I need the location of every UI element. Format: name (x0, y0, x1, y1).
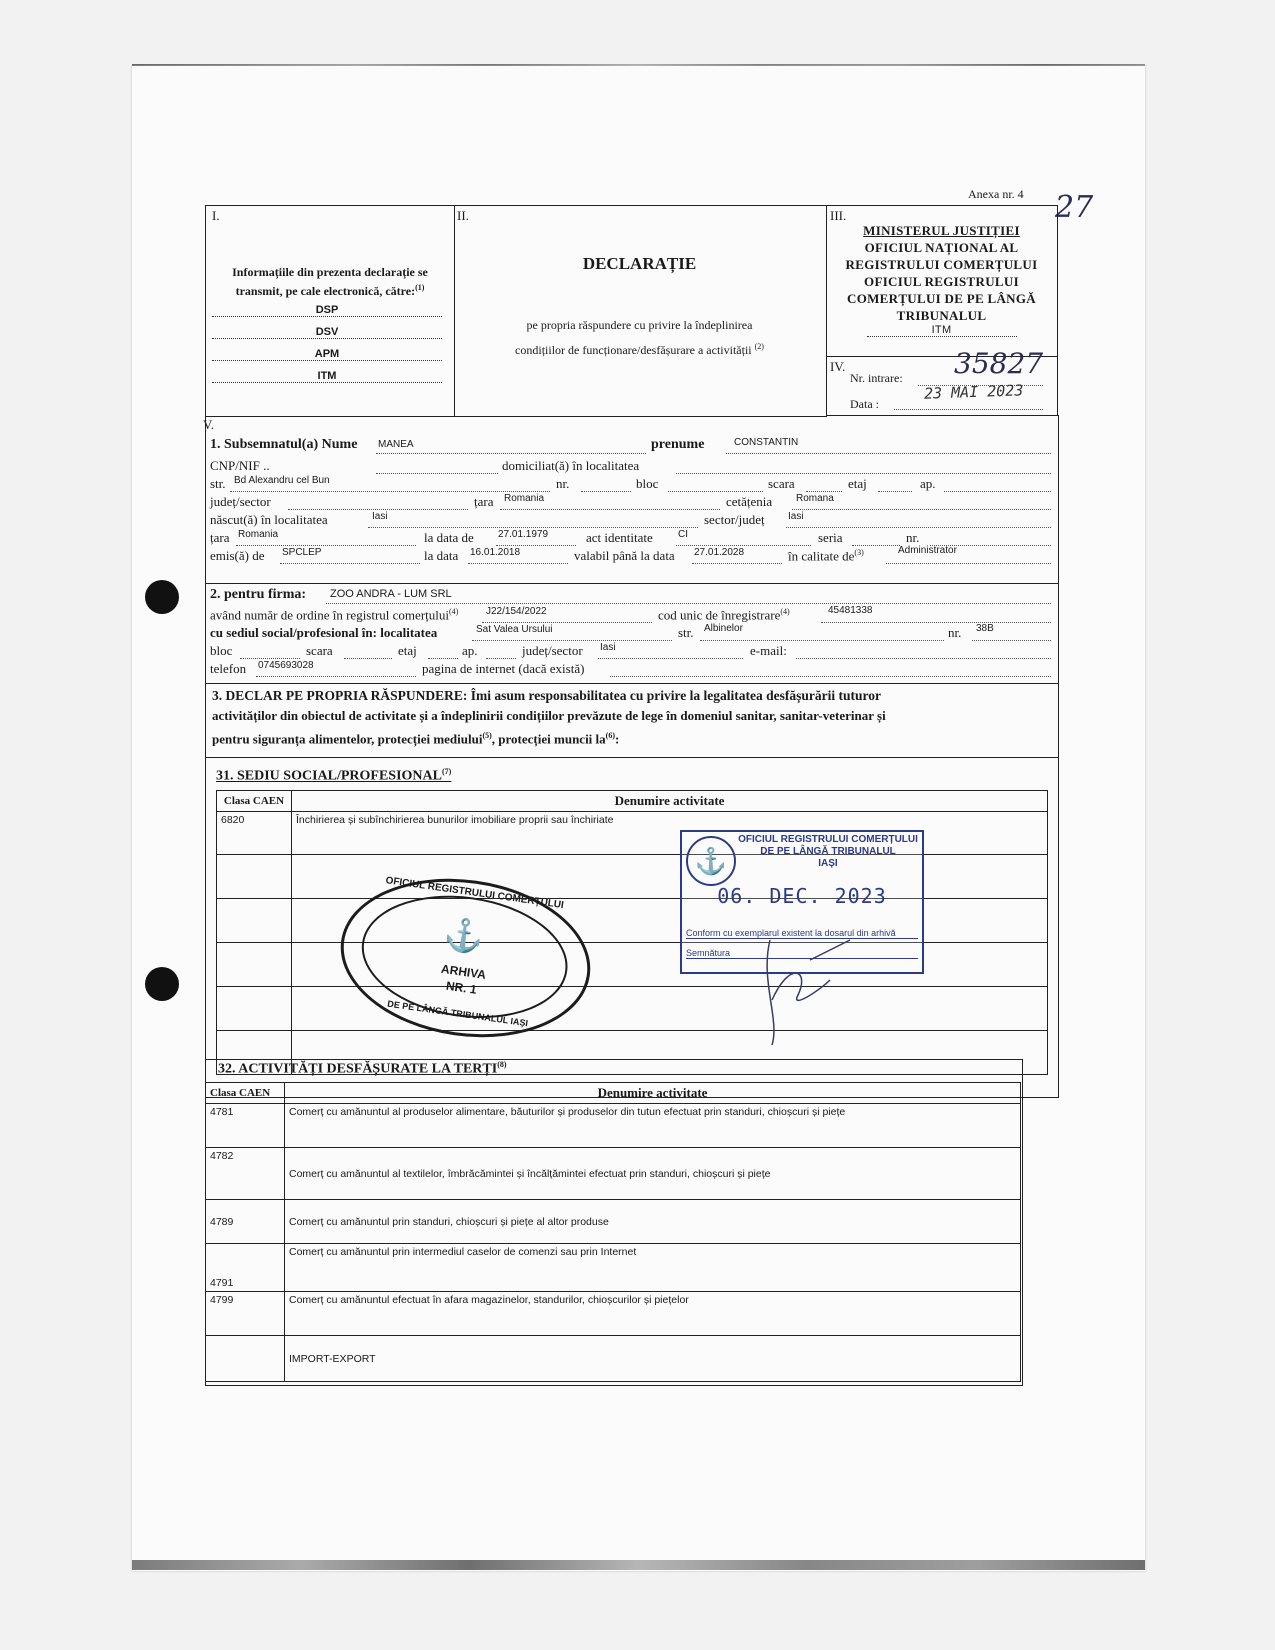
entry-date-label: Data : (850, 397, 879, 411)
firm-judet-value: Iasi (600, 642, 616, 653)
declaration-statement (212, 686, 1052, 749)
localitate-value: Sat Valea Ursului (476, 624, 553, 635)
nume-dots (376, 453, 646, 454)
authority-line-5: COMERȚULUI DE PE LÂNGĂ (847, 291, 1036, 306)
cui-value: 45481338 (828, 605, 873, 616)
declaration-line-1 (212, 686, 1052, 706)
section-1-text-body: Informațiile din prezenta declarație se transmit, pe cale electronică, către: (232, 265, 428, 298)
caen-code: 4791 (206, 1244, 285, 1292)
firm-bloc-dots (240, 658, 300, 659)
section-32-title-text: 32. ACTIVITĂȚI DESFĂȘURATE LA TERȚI (218, 1061, 498, 1077)
cui-sup: (4) (780, 607, 790, 616)
web-label: pagina de internet (dacă există) (422, 661, 585, 676)
caen-code: 4799 (206, 1292, 285, 1336)
caen-code: 4782 (206, 1148, 285, 1200)
caen-code (217, 855, 292, 899)
caen-code: 4781 (206, 1104, 285, 1148)
recipient-itm: ITM (212, 370, 442, 383)
caen-code (217, 899, 292, 943)
nr-label: nr. (556, 476, 570, 491)
section-31-title-text: 31. SEDIU SOCIAL/PROFESIONAL (216, 768, 442, 784)
caen-name: IMPORT-EXPORT (285, 1336, 1021, 1382)
firm-ap-dots (486, 658, 516, 659)
firm-str-label: str. (678, 625, 694, 640)
table-row (206, 1244, 1021, 1292)
section-31-sup: (7) (442, 767, 452, 776)
caen-code (217, 943, 292, 987)
caen-name: Comerț cu amănuntul efectuat în afara magazinelor, standurilor, chioșcurilor și piețelor (285, 1292, 1021, 1336)
authority-line-2: OFICIUL NAȚIONAL AL (864, 240, 1019, 255)
la-data2-dots (468, 563, 568, 564)
caen-code: 4789 (206, 1200, 285, 1244)
valabil-label: valabil până la data (574, 548, 675, 563)
col-denumire: Denumire activitate (285, 1083, 1021, 1104)
firm-str-dots (700, 640, 944, 641)
table-row (206, 1104, 1021, 1148)
nr-dots (581, 491, 631, 492)
caen-code (206, 1336, 285, 1382)
entry-date-stamp: 23 MAI 2023 (923, 381, 1024, 403)
recipient-dsv: DSV (212, 326, 442, 339)
bloc-label: bloc (636, 476, 659, 491)
tara2-dots (236, 545, 416, 546)
sediu-label: cu sediul social/profesional în: localitatea (210, 625, 438, 640)
firm-nr-dots (972, 640, 1051, 641)
declaration-line-2: activităților din obiectul de activitate și a îndeplinirii condițiilor prevăzute de lege în domeniul sanitar, sanitar-veterinar și (212, 708, 886, 723)
section-1-text (212, 264, 448, 299)
section-1-box (205, 205, 455, 417)
section-3-number: III. (830, 208, 847, 223)
nr-ordine-sup: (4) (448, 607, 459, 616)
tara-value: Romania (504, 493, 545, 504)
data-nasterii-value: 27.01.1979 (498, 529, 549, 540)
authority-line-3: REGISTRULUI COMERȚULUI (845, 257, 1038, 272)
str-dots (230, 491, 550, 492)
handwritten-signature (750, 900, 890, 1050)
prenume-value: CONSTANTIN (734, 437, 799, 448)
str-value: Bd Alexandru cel Bun (234, 475, 330, 486)
recipient-apm: APM (212, 348, 442, 361)
telefon-value: 0745693028 (258, 660, 314, 671)
judet-label: județ/sector (210, 494, 271, 509)
firm-str-value: Albinelor (704, 623, 743, 634)
declaration-sup: (2) (754, 342, 764, 351)
caen-name: Comerț cu amănuntul al textilelor, îmbrăcămintei și încălțămintei efectuat prin standuri, chioșcuri și piețe (285, 1148, 1021, 1200)
handwritten-page-number: 27 (1055, 190, 1094, 225)
conform-stamp-header (738, 834, 918, 870)
declaration-lead: 3. DECLAR PE PROPRIA RĂSPUNDERE: (212, 688, 468, 703)
pentru-firma-label: 2. pentru firma: (210, 587, 307, 602)
emis-dots (280, 563, 420, 564)
entry-number-label: Nr. intrare: (850, 371, 903, 385)
calitate-text: în calitate de (788, 548, 855, 564)
section-4-box (826, 347, 1058, 416)
firm-judet-dots (598, 658, 743, 659)
authority-tribunal: ITM (867, 324, 1017, 337)
section-2-box (453, 205, 827, 417)
domiciliat-dots (676, 473, 1051, 474)
telefon-label: telefon (210, 661, 247, 676)
section-2-number: II. (457, 208, 469, 223)
table-header-row (206, 1083, 1021, 1104)
calitate-sup: (3) (854, 548, 864, 557)
declaration-text-3: pentru siguranța alimentelor, protecției mediului (212, 731, 483, 747)
nr-ordine-text: având număr de ordine în registrul comerțului (210, 607, 449, 623)
declaration-text-1: Îmi asum responsabilitatea cu privire la legalitatea desfășurării tuturor (470, 688, 881, 703)
web-dots (610, 676, 1051, 677)
act-dots (676, 545, 811, 546)
recipient-dsp: DSP (212, 304, 442, 317)
section-32-sup: (8) (497, 1060, 507, 1069)
scara-dots (806, 491, 842, 492)
ap-dots (944, 491, 1051, 492)
nascut-value: Iasi (372, 511, 388, 522)
str-label: str. (210, 476, 226, 491)
cetatenia-dots (792, 509, 1051, 510)
sector-judet-value: Iasi (788, 511, 804, 522)
data-emitere-value: 16.01.2018 (470, 547, 521, 558)
punch-hole-bottom (145, 967, 179, 1001)
archive-stamp-arc-top: OFICIUL REGISTRULUI COMERȚULUI (384, 875, 565, 912)
section-32-table (205, 1082, 1021, 1382)
seria-dots (852, 545, 900, 546)
section-5-number: V. (203, 417, 214, 432)
table-row (206, 1336, 1021, 1382)
conform-stamp-signature: Semnătura (686, 948, 918, 959)
emis-label: emis(ă) de (210, 548, 265, 563)
caen-name: Comerț cu amănuntul prin standuri, chioșcuri și piețe al altor produse (285, 1200, 1021, 1244)
conform-stamp-text: Conform cu exemplarul existent la dosarul din arhivă (686, 928, 918, 939)
archive-stamp-arc-bottom: DE PE LÂNGĂ TRIBUNALUL IAȘI (386, 998, 529, 1029)
conform-stamp-anchor-icon: ⚓ (686, 836, 736, 886)
judet-dots (288, 509, 468, 510)
declaration-sup-5: (5) (482, 731, 492, 740)
declaration-line-3 (212, 726, 1052, 749)
calitate-dots (886, 563, 1051, 564)
annex-label: Anexa nr. 4 (968, 187, 1024, 201)
prenume-dots (726, 453, 1051, 454)
valabil-dots (692, 563, 782, 564)
calitate-label (788, 548, 864, 564)
cnp-dots (376, 473, 498, 474)
email-label: e-mail: (750, 643, 787, 658)
cetatenia-label: cetățenia (726, 494, 773, 509)
entry-date-dots (894, 409, 1043, 410)
tara-label: țara (474, 494, 494, 509)
act-value: CI (678, 529, 688, 540)
tara-dots (500, 509, 720, 510)
etaj-label: etaj (848, 476, 867, 491)
section-5-declaration-box (205, 683, 1059, 758)
valabil-value: 27.01.2028 (694, 547, 745, 558)
cnp-label: CNP/NIF .. (210, 458, 270, 473)
declaration-subtitle-1: pe propria răspundere cu privire la îndeplinirea (526, 318, 753, 332)
table-row (206, 1148, 1021, 1200)
nr-ordine-dots (482, 622, 652, 623)
scara-label: scara (768, 476, 795, 491)
caen-name: Comerț cu amănuntul al produselor alimentare, băuturilor și produselor din tutun efectuat prin standuri, chioșcuri și piețe (285, 1104, 1021, 1148)
conform-stamp-date: 06. DEC. 2023 (717, 884, 887, 908)
section-5-firm-box (205, 583, 1059, 684)
declaration-subtitle-2 (453, 342, 826, 358)
firm-nr-value: 38B (976, 623, 994, 634)
authority-line-4: OFICIUL REGISTRULUI (864, 274, 1019, 289)
nr-ordine-label (210, 607, 458, 623)
caen-name: Comerț cu amănuntul prin intermediul caselor de comenzi sau prin Internet (285, 1244, 1021, 1292)
punch-hole-top (145, 580, 179, 614)
declaration-text-5: : (614, 731, 620, 747)
cui-dots (821, 622, 1051, 623)
la-data-dots (496, 545, 576, 546)
act-label: act identitate (586, 530, 653, 545)
firm-bloc-label: bloc (210, 643, 233, 658)
domiciliat-label: domiciliat(ă) în localitatea (502, 458, 640, 473)
firm-ap-label: ap. (462, 643, 478, 658)
firma-value: ZOO ANDRA - LUM SRL (330, 588, 452, 600)
authority-block (826, 222, 1057, 337)
caen-code (217, 987, 292, 1031)
declaration-title: DECLARAȚIE (582, 254, 697, 273)
table-header-row (217, 791, 1048, 812)
archive-stamp-center-1: ARHIVA (440, 961, 487, 982)
la-data-label: la data de (424, 530, 474, 545)
conform-stamp-line-3: IAȘI (818, 858, 838, 869)
seria-label: seria (818, 530, 843, 545)
la-data2-label: la data (424, 548, 459, 563)
authority-line-6: TRIBUNALUL (896, 308, 987, 323)
caen-name: Închirierea și subînchirierea bunurilor imobiliare proprii sau închiriate (292, 812, 1048, 855)
col-clasa-caen: Clasa CAEN (206, 1083, 285, 1104)
declaration-text-4: , protecției muncii la (491, 731, 606, 747)
bloc-dots (668, 491, 763, 492)
prenume-label: prenume (651, 437, 705, 452)
nr-ordine-value: J22/154/2022 (486, 606, 547, 617)
section-4-number: IV. (830, 359, 846, 374)
section-5-personal-box (205, 415, 1059, 584)
declaration-sup-6: (6) (605, 731, 615, 740)
localitate-dots (472, 640, 672, 641)
nr2-label: nr. (906, 530, 920, 545)
nascut-label: născut(ă) în localitatea (210, 512, 328, 527)
cui-text: cod unic de înregistrare (658, 607, 781, 623)
firm-etaj-dots (428, 658, 458, 659)
declaration-subtitle-2-text: condițiilor de funcționare/desfășurare a activității (515, 343, 752, 357)
tara2-label: țara (210, 530, 230, 545)
sector-judet-dots (786, 527, 1051, 528)
firm-etaj-label: etaj (398, 643, 417, 658)
table-row (206, 1200, 1021, 1244)
ap-label: ap. (920, 476, 936, 491)
caen-code: 6820 (217, 812, 292, 855)
emis-value: SPCLEP (282, 547, 322, 558)
scan-edge-bottom (132, 1560, 1145, 1570)
section-3-box (826, 205, 1058, 357)
calitate-value: Administrator (898, 545, 957, 556)
email-dots (796, 658, 1051, 659)
authority-line-1: MINISTERUL JUSTIȚIEI (863, 223, 1020, 238)
firma-dots (326, 603, 1051, 604)
table-row (206, 1292, 1021, 1336)
etaj-dots (878, 491, 912, 492)
entry-number-value: 35827 (954, 347, 1044, 380)
firm-scara-label: scara (306, 643, 333, 658)
sector-judet-label: sector/județ (704, 512, 765, 527)
archive-stamp-center-2: NR. 1 (445, 978, 478, 997)
subsemnatul-label: 1. Subsemnatul(a) Nume (210, 437, 358, 452)
conform-stamp-line-2: DE PE LÂNGĂ TRIBUNALUL (760, 846, 896, 857)
col-denumire: Denumire activitate (292, 791, 1048, 812)
tara2-value: Romania (238, 529, 279, 540)
nume-value: MANEA (378, 439, 414, 450)
nascut-dots (368, 527, 698, 528)
cetatenia-value: Romana (796, 493, 834, 504)
section-1-number: I. (212, 208, 220, 223)
telefon-dots (256, 676, 416, 677)
firm-nr-label: nr. (948, 625, 962, 640)
section-31-title (216, 767, 451, 785)
section-1-sup: (1) (415, 283, 425, 292)
col-clasa-caen: Clasa CAEN (217, 791, 292, 812)
anchor-icon: ⚓ (441, 914, 487, 957)
firm-judet-label: județ/sector (522, 643, 583, 658)
section-32-title (218, 1060, 507, 1078)
conform-stamp-line-1: OFICIUL REGISTRULUI COMERȚULUI (738, 834, 918, 845)
firm-scara-dots (344, 658, 392, 659)
cui-label (658, 607, 790, 623)
